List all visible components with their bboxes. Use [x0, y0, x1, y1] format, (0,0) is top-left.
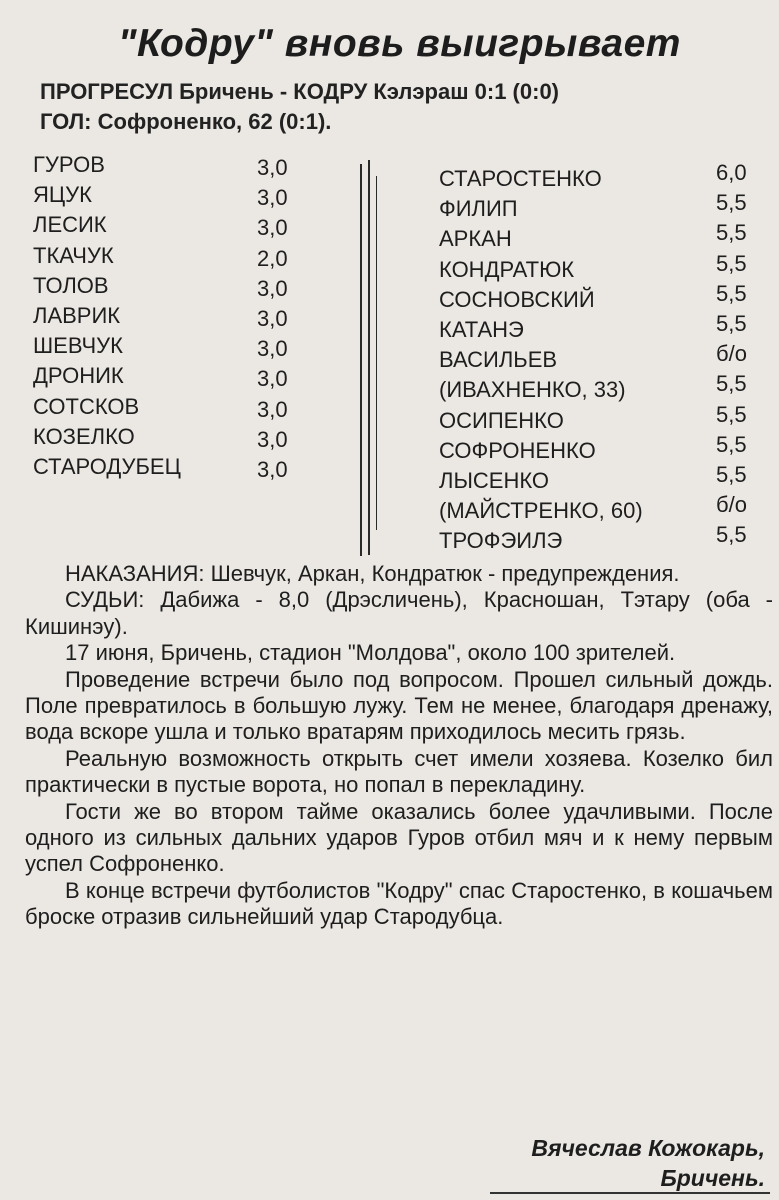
goal-info: ГОЛ: Софроненко, 62 (0:1). — [40, 109, 332, 134]
player-mark: 3,0 — [257, 396, 288, 422]
player-mark: 3,0 — [257, 305, 288, 331]
player-mark: 3,0 — [257, 366, 288, 392]
away-lineup-names — [439, 164, 719, 556]
player-mark: 3,0 — [257, 215, 288, 241]
bottom-rule — [490, 1192, 770, 1194]
player-name: ТКАЧУК — [33, 242, 114, 268]
player-mark: 5,5 — [716, 522, 747, 548]
player-mark: б/о — [716, 341, 747, 367]
player-name: ЛАВРИК — [33, 302, 121, 328]
player-mark: 3,0 — [257, 275, 288, 301]
player-name: ЯЦУК — [33, 182, 92, 208]
article-paragraph: Проведение встречи было под вопросом. Прошел сильный дождь. Поле превратилось в большую лужу. Тем не менее, благодаря дренажу, вода вскоре ушла и только вратарям приходилось месить грязь. — [25, 666, 773, 745]
player-name: ГУРОВ — [33, 152, 105, 177]
column-divider — [376, 176, 377, 530]
article-paragraph: Реальную возможность открыть счет имели хозяева. Козелко бил практически в пустые ворота, но попал в перекладину. — [25, 745, 773, 798]
article-paragraph: Гости же во втором тайме оказались более удачливыми. После одного из сильных дальних ударов Гуров отбил мяч и к нему первым успел Софроненко. — [25, 798, 773, 877]
player-mark: 3,0 — [257, 155, 288, 180]
player-name: ТРОФЭИЛЭ — [439, 528, 563, 554]
player-name: ЛЕСИК — [33, 212, 107, 238]
match-result: ПРОГРЕСУЛ Бричень - КОДРУ Кэлэраш 0:1 (0:0) — [40, 79, 560, 104]
player-name: СТАРОСТЕНКО — [439, 166, 602, 191]
penalties-paragraph: НАКАЗАНИЯ: Шевчук, Аркан, Кондратюк - предупреждения. — [65, 561, 680, 586]
player-mark: 5,5 — [716, 280, 747, 306]
author-name: Вячеслав Кожокарь, — [531, 1135, 765, 1161]
player-name: КАТАНЭ — [439, 316, 524, 342]
venue-paragraph: 17 июня, Бричень, стадион "Молдова", около 100 зрителей. — [65, 640, 676, 666]
player-mark: 3,0 — [257, 185, 288, 211]
player-name: ШЕВЧУК — [33, 333, 123, 359]
player-name: АРКАН — [439, 226, 512, 252]
player-name: ВАСИЛЬЕВ — [439, 347, 558, 373]
referees-paragraph: СУДЬИ: Дабижа - 8,0 (Дрэсличень), Красношан, Тэтару (оба - Кишинэу). — [25, 587, 773, 639]
player-mark: 5,5 — [716, 461, 747, 487]
player-mark: 5,5 — [716, 190, 747, 216]
player-mark: 3,0 — [257, 456, 288, 482]
article-body — [25, 561, 773, 931]
player-mark: 2,0 — [257, 245, 288, 271]
player-mark: 5,5 — [716, 401, 747, 427]
player-mark: 3,0 — [257, 336, 288, 362]
player-mark: 5,5 — [716, 220, 747, 246]
player-mark: 5,5 — [716, 310, 747, 336]
player-mark: 3,0 — [257, 426, 288, 452]
player-name: КОНДРАТЮК — [439, 256, 575, 282]
headline: "Кодру" вновь выигрывает — [118, 22, 681, 65]
column-divider — [360, 164, 362, 556]
player-name: КОЗЕЛКО — [33, 423, 135, 449]
away-lineup-marks — [716, 158, 776, 550]
player-name: (ИВАХНЕНКО, 33) — [439, 377, 626, 403]
home-lineup-marks — [257, 153, 317, 485]
player-name: СОТСКОВ — [33, 393, 140, 419]
author-location: Бричень. — [660, 1165, 765, 1191]
player-mark: 5,5 — [716, 250, 747, 276]
player-name: СОСНОВСКИЙ — [439, 286, 595, 312]
player-name: СОФРОНЕНКО — [439, 437, 596, 463]
player-name: ДРОНИК — [33, 363, 124, 389]
column-divider — [368, 160, 370, 555]
player-name: ФИЛИП — [439, 196, 518, 222]
player-name: ЛЫСЕНКО — [439, 467, 550, 493]
player-name: СТАРОДУБЕЦ — [33, 453, 181, 479]
byline — [531, 1133, 765, 1193]
player-mark: 6,0 — [716, 160, 747, 185]
player-mark: 5,5 — [716, 431, 747, 457]
player-name: ТОЛОВ — [33, 272, 109, 298]
player-mark: 5,5 — [716, 371, 747, 397]
player-mark: б/о — [716, 492, 747, 518]
home-lineup-names — [33, 150, 263, 482]
player-name: ОСИПЕНКО — [439, 407, 564, 433]
article-paragraph: В конце встречи футболистов "Кодру" спас Старостенко, в кошачьем броске отразив сильнейший удар Стародубца. — [25, 877, 773, 930]
player-name: (МАЙСТРЕНКО, 60) — [439, 498, 643, 524]
